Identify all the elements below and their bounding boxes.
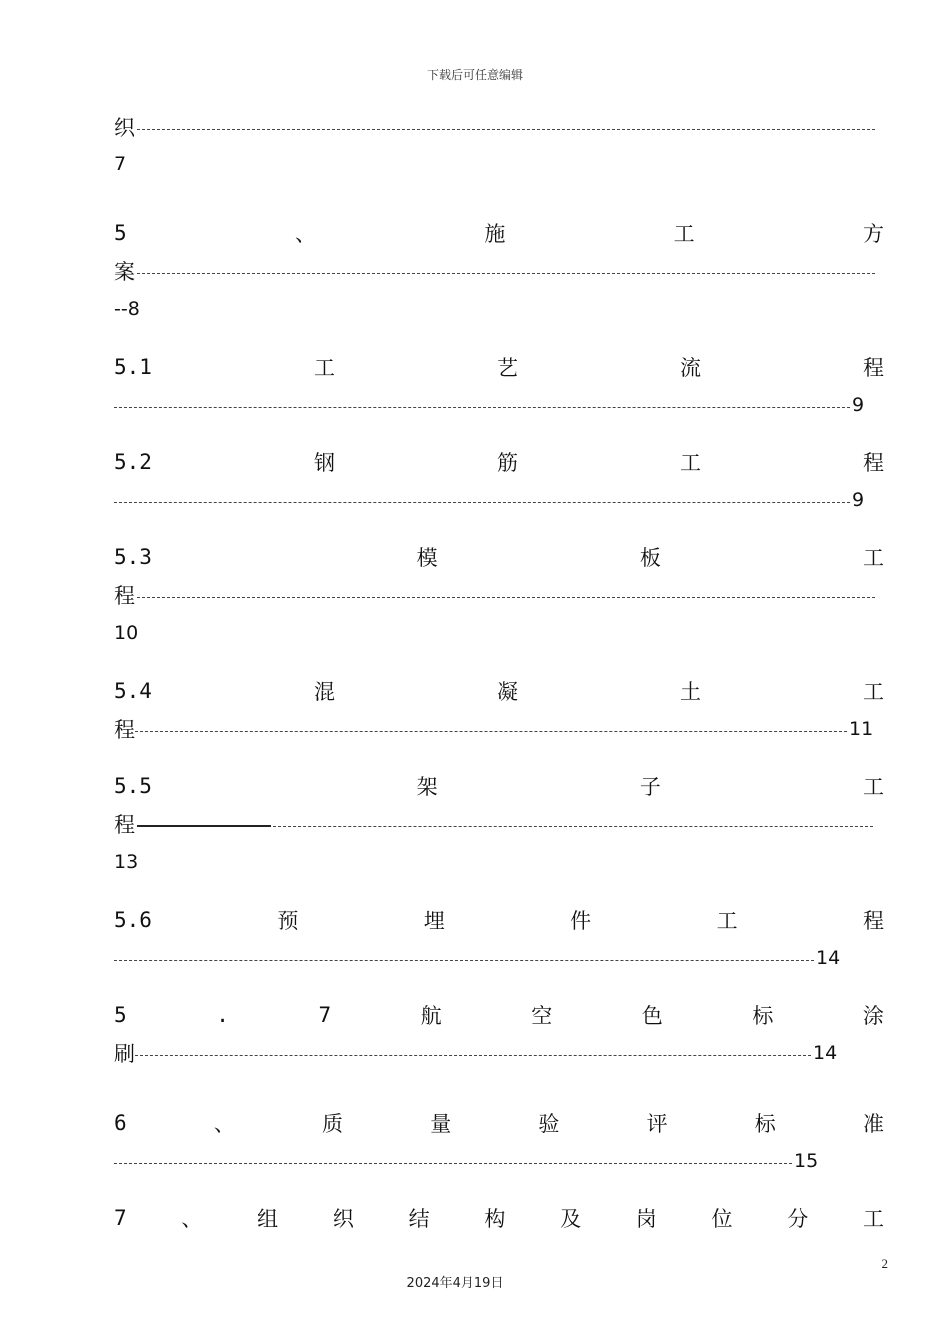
toc-part: 程 (863, 451, 884, 475)
toc-leader-dots (135, 1055, 811, 1056)
toc-part: 工 (716, 909, 738, 933)
toc-entry-6-leader (114, 1146, 818, 1176)
toc-part: 5.4 (114, 679, 152, 703)
toc-page-number: 14 (816, 947, 841, 969)
toc-entry-5-7[interactable] (114, 1000, 884, 1030)
toc-page-number: 11 (849, 718, 874, 740)
toc-entry-5-7-tail (114, 1038, 837, 1068)
toc-part: 岗 (635, 1207, 657, 1231)
page-header: 下载后可任意编辑 (426, 68, 523, 82)
toc-leader-dots (114, 407, 850, 408)
toc-page-number: 9 (852, 489, 865, 511)
toc-entry-6[interactable] (114, 1108, 884, 1138)
toc-part: 工 (679, 451, 701, 475)
toc-part: 构 (484, 1207, 506, 1231)
toc-part: 程 (863, 356, 884, 380)
toc-part: 及 (560, 1207, 582, 1231)
toc-leader-solid (137, 825, 271, 827)
toc-part: 量 (430, 1112, 452, 1136)
toc-leader-dots (114, 960, 814, 961)
toc-part: 评 (646, 1112, 668, 1136)
toc-page-number: 7 (114, 153, 127, 175)
toc-part: 案 (114, 260, 135, 284)
toc-entry-text: 织 (114, 116, 135, 140)
toc-part: 件 (570, 909, 592, 933)
toc-part: 5.6 (114, 908, 152, 932)
toc-entry-7[interactable] (114, 1203, 884, 1233)
toc-part: 方 (862, 222, 884, 246)
toc-entry-5-4-tail (114, 714, 873, 744)
toc-part: 钢 (313, 451, 335, 475)
page-footer-date: 2024年4月19日 (406, 1276, 504, 1291)
toc-leader-dots (137, 273, 875, 274)
toc-entry-5-2-leader (114, 485, 864, 515)
toc-part: 艺 (496, 356, 518, 380)
toc-part: 5.3 (114, 545, 152, 569)
toc-part: 、 (294, 222, 316, 246)
toc-part: 结 (408, 1207, 430, 1231)
toc-part: 验 (538, 1112, 560, 1136)
toc-entry-5-5-tail (114, 809, 884, 839)
toc-part: 空 (531, 1004, 553, 1028)
toc-entry-5-3-page-line (114, 618, 138, 648)
toc-part: 工 (673, 222, 695, 246)
toc-part: 混 (313, 680, 335, 704)
toc-page-number: 13 (114, 851, 139, 873)
toc-entry-5-6[interactable] (114, 905, 884, 935)
toc-entry-5-tail (114, 256, 884, 286)
toc-part: 航 (420, 1004, 442, 1028)
toc-entry-5-3[interactable] (114, 542, 884, 572)
toc-entry-5-6-leader (114, 943, 840, 973)
toc-part: 5.5 (114, 774, 152, 798)
toc-part: 模 (416, 546, 438, 570)
toc-page-number: 15 (794, 1150, 819, 1172)
toc-part: 7 (318, 1003, 332, 1027)
toc-entry-5[interactable] (114, 218, 884, 248)
toc-page-number: 10 (114, 622, 139, 644)
toc-page-number: 14 (813, 1042, 838, 1064)
toc-part: 标 (752, 1004, 774, 1028)
toc-part: 埋 (423, 909, 445, 933)
toc-part: 组 (257, 1207, 279, 1231)
page-number: 2 (881, 1256, 888, 1271)
toc-part: 5.1 (114, 355, 152, 379)
toc-part: 分 (787, 1207, 809, 1231)
toc-part: 织 (332, 1207, 354, 1231)
toc-part: 质 (322, 1112, 344, 1136)
toc-entry-5-5-page-line (114, 847, 138, 877)
toc-part: 工 (863, 680, 884, 704)
toc-part: 程 (114, 718, 135, 742)
toc-part: 施 (484, 222, 506, 246)
toc-leader-dots (137, 597, 875, 598)
toc-part: 5 (114, 221, 127, 245)
toc-part: 程 (114, 584, 135, 608)
toc-leader-dots (114, 1163, 792, 1164)
toc-part: 涂 (862, 1004, 884, 1028)
toc-part: 6 (114, 1111, 127, 1135)
toc-page-number: 9 (852, 394, 865, 416)
toc-part: 、 (181, 1207, 203, 1231)
toc-part: . (216, 1003, 229, 1027)
toc-page-number: --8 (114, 298, 140, 320)
toc-entry-5-4[interactable] (114, 676, 884, 706)
toc-entry-5-3-tail (114, 580, 884, 610)
toc-leader-dots (273, 826, 873, 827)
toc-entry-5-2[interactable] (114, 447, 884, 477)
toc-entry-5-1-leader (114, 390, 864, 420)
toc-part: 5 (114, 1003, 127, 1027)
toc-part: 刷 (114, 1042, 135, 1066)
toc-entry-zhi-page-line (114, 149, 126, 179)
toc-part: 架 (416, 775, 438, 799)
toc-part: 流 (679, 356, 701, 380)
toc-part: 子 (639, 775, 661, 799)
toc-part: 工 (313, 356, 335, 380)
toc-entry-5-5[interactable] (114, 771, 884, 801)
toc-part: 准 (862, 1112, 884, 1136)
toc-part: 程 (862, 909, 884, 933)
toc-part: 色 (641, 1004, 663, 1028)
toc-part: 7 (114, 1206, 127, 1230)
toc-leader-dots (114, 502, 850, 503)
toc-part: 凝 (496, 680, 518, 704)
toc-part: 5.2 (114, 450, 152, 474)
toc-part: 土 (679, 680, 701, 704)
toc-entry-5-1[interactable] (114, 352, 884, 382)
toc-part: 位 (711, 1207, 733, 1231)
toc-leader-dots (135, 731, 847, 732)
toc-entry-5-page-line (114, 294, 140, 324)
toc-part: 工 (862, 775, 884, 799)
toc-leader-dots (137, 129, 875, 130)
toc-part: 标 (754, 1112, 776, 1136)
toc-part: 预 (277, 909, 299, 933)
toc-part: 、 (213, 1112, 235, 1136)
toc-part: 板 (639, 546, 661, 570)
toc-part: 工 (863, 1207, 884, 1231)
toc-part: 程 (114, 813, 135, 837)
toc-part: 筋 (496, 451, 518, 475)
toc-part: 工 (862, 546, 884, 570)
toc-entry-zhi-line (114, 112, 884, 142)
